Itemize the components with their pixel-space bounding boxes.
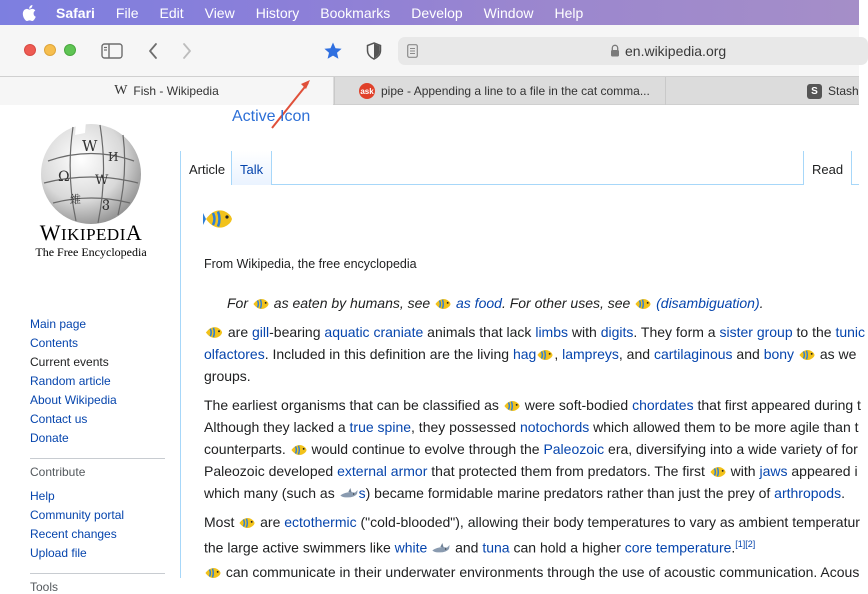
fish-emoji-icon [536, 346, 554, 368]
link-jaws[interactable]: jaws [759, 463, 788, 479]
svg-text:И: И [108, 150, 119, 164]
close-window-button[interactable] [24, 44, 36, 56]
sidebar-link-contact[interactable]: Contact us [30, 412, 88, 426]
tab-title: Fish - Wikipedia [133, 84, 219, 98]
menu-file[interactable]: File [115, 4, 139, 21]
svg-text:Ω: Ω [58, 169, 70, 185]
sidebar-link-main-page[interactable]: Main page [30, 317, 87, 331]
link-lampreys[interactable]: lampreys [562, 346, 619, 362]
menu-view[interactable]: View [204, 4, 235, 21]
privacy-shield-icon[interactable] [362, 39, 386, 63]
paragraph-2-line-2: Although they lacked a true spine, they possessed notochords which allowed them to be more agile than t [204, 419, 859, 435]
svg-text:ვ: ვ [102, 195, 110, 211]
forward-chevron-icon[interactable] [175, 39, 199, 63]
link-white[interactable]: white [394, 539, 428, 556]
address-bar[interactable] [398, 37, 868, 65]
paragraph-1-line-1: are gill-bearing aquatic craniate animals that lack limbs with digits. They form a sister group to the tunic [204, 321, 865, 346]
shark-emoji-icon [339, 485, 359, 507]
sidebar-link-recent-changes[interactable]: Recent changes [30, 527, 117, 541]
citation-1-2[interactable]: [1][2] [735, 539, 756, 549]
tab-article[interactable]: Article [180, 151, 233, 185]
menu-safari[interactable]: Safari [56, 4, 95, 21]
fish-emoji-icon [634, 295, 652, 317]
web-content [0, 105, 866, 594]
link-external-armor[interactable]: external armor [337, 463, 428, 479]
sidebar-heading-contribute: Contribute [30, 465, 86, 479]
askubuntu-favicon-icon: ask [359, 83, 375, 99]
fish-emoji-title-icon [204, 207, 234, 231]
link-hagfish[interactable]: hag [512, 346, 537, 362]
link-tunicates[interactable]: tunic [835, 324, 866, 340]
paragraph-3-line-1: Most are ectothermic ("cold-blooded"), allowing their body temperatures to vary as ambient temperatur [204, 511, 860, 536]
link-core-temperature[interactable]: core temperature [624, 539, 732, 556]
link-notochords[interactable]: notochords [519, 419, 590, 435]
page-tabs [180, 151, 859, 185]
sidebar-link-community-portal[interactable]: Community portal [30, 508, 125, 522]
fish-emoji-icon [434, 295, 452, 317]
sidebar-toggle-icon[interactable] [100, 39, 124, 63]
sidebar-link-contents[interactable]: Contents [30, 336, 79, 350]
wikipedia-tagline: The Free Encyclopedia [35, 245, 147, 259]
shark-emoji-icon [431, 540, 451, 562]
paragraph-3-line-2: the large active swimmers like white and tuna can hold a higher core temperature.[1][2] [204, 533, 755, 562]
safari-window [0, 25, 866, 594]
link-chordates[interactable]: chordates [632, 397, 694, 413]
back-chevron-icon[interactable] [141, 39, 165, 63]
paragraph-1-line-3: groups. [204, 368, 251, 384]
fish-emoji-icon [252, 295, 270, 317]
paragraph-1-line-2: olfactores. Included in this definition are the living hag , lampreys, and cartilaginous and bony as we [204, 343, 856, 368]
stash-favicon-icon: S [807, 84, 822, 99]
link-arthropods[interactable]: arthropods [774, 485, 842, 501]
apple-logo-icon[interactable] [22, 5, 36, 21]
sidebar-link-random-article[interactable]: Random article [30, 374, 111, 388]
sidebar-link-about[interactable]: About Wikipedia [30, 393, 117, 407]
wikipedia-wordmark: WIKIPEDIA [39, 220, 143, 245]
link-digits[interactable]: digits [600, 324, 634, 340]
browser-toolbar [0, 25, 859, 76]
link-sister-group[interactable]: sister group [719, 324, 793, 340]
wikipedia-globe-logo-icon[interactable] [38, 121, 144, 227]
link-paleozoic[interactable]: Paleozoic [543, 441, 605, 457]
link-sharks[interactable]: s [358, 485, 366, 501]
tab-stash[interactable] [665, 77, 859, 105]
annotation-label: Active Icon [232, 108, 311, 125]
svg-text:維: 維 [70, 193, 81, 206]
link-craniate[interactable]: craniate [373, 324, 424, 340]
link-disambiguation[interactable]: (disambiguation) [656, 295, 760, 311]
link-as-food[interactable]: as food [456, 295, 502, 311]
paragraph-2-line-3: counterparts. would continue to evolve through the Paleozoic era, diversifying into a wide variety of for [204, 438, 858, 463]
tab-title: Stash [828, 84, 859, 98]
macos-menubar [0, 0, 859, 25]
zoom-window-button[interactable] [64, 44, 76, 56]
sidebar-divider [30, 458, 165, 459]
link-gill[interactable]: gill [252, 324, 270, 340]
link-limbs[interactable]: limbs [535, 324, 568, 340]
menu-bookmarks[interactable]: Bookmarks [320, 4, 391, 21]
sidebar-link-upload-file[interactable]: Upload file [30, 546, 87, 560]
sidebar-link-donate[interactable]: Donate [30, 431, 69, 445]
menu-window[interactable]: Window [483, 4, 534, 21]
annotation-arrow-icon [260, 75, 320, 135]
minimize-window-button[interactable] [44, 44, 56, 56]
menu-help[interactable]: Help [554, 4, 584, 21]
article-body [180, 185, 866, 580]
hatnote: For as eaten by humans, see as food. For other uses, see (disambiguation). [227, 292, 764, 317]
paragraph-2-line-5: which many (such as s) became formidable marine predators rather than just the prey of arthropods. [204, 482, 845, 507]
lock-icon [610, 44, 620, 57]
page-icon [407, 44, 418, 58]
svg-text:W: W [95, 173, 109, 188]
wikipedia-favicon-icon: W [114, 83, 128, 98]
paragraph-2-line-1: The earliest organisms that can be classified as were soft-bodied chordates that first appeared during t [204, 394, 861, 419]
star-extension-icon[interactable] [321, 39, 345, 63]
sidebar-link-help[interactable]: Help [30, 489, 55, 503]
article-subtitle: From Wikipedia, the free encyclopedia [204, 257, 417, 271]
link-olfactores[interactable]: olfactores [204, 346, 265, 362]
link-true-spine[interactable]: true spine [349, 419, 412, 435]
menu-edit[interactable]: Edit [159, 4, 184, 21]
tab-read[interactable]: Read [803, 151, 852, 185]
address-url: en.wikipedia.org [625, 43, 727, 59]
tab-askubuntu-pipe[interactable] [334, 77, 664, 105]
paragraph-2-line-4: Paleozoic developed external armor that protected them from predators. The first with jaws appeared i [204, 460, 858, 485]
sidebar-heading-tools: Tools [30, 580, 59, 594]
link-aquatic[interactable]: aquatic [324, 324, 370, 340]
tab-bar [0, 76, 859, 105]
menu-history[interactable]: History [255, 4, 300, 21]
tab-talk[interactable]: Talk [231, 151, 272, 185]
tab-title: pipe - Appending a line to a file in the cat comma... [381, 84, 650, 98]
paragraph-4-line-1: can communicate in their underwater environments through the use of acoustic communication. Acous [204, 561, 859, 586]
sidebar-link-current-events[interactable]: Current events [30, 355, 109, 369]
fish-emoji-icon [798, 346, 816, 368]
menu-develop[interactable]: Develop [411, 4, 463, 21]
svg-text:W: W [82, 137, 98, 155]
link-ectothermic[interactable]: ectothermic [284, 514, 357, 530]
link-cartilaginous[interactable]: cartilaginous [653, 346, 733, 362]
link-bony[interactable]: bony [763, 346, 795, 362]
fish-emoji-icon [204, 564, 222, 586]
link-tuna[interactable]: tuna [482, 539, 510, 556]
sidebar-divider [30, 573, 165, 574]
